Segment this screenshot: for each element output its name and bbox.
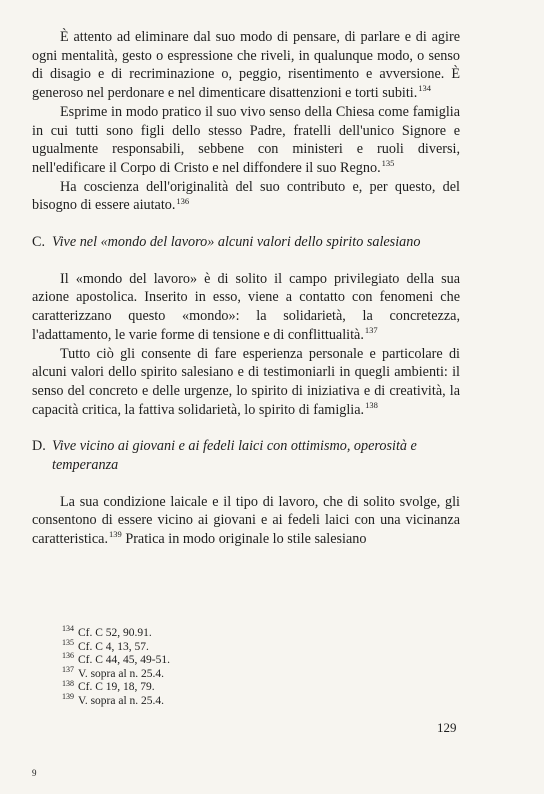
footnote-text: V. sopra al n. 25.4.: [78, 667, 165, 680]
footnote-text: Cf. C 19, 18, 79.: [78, 681, 155, 694]
footnote-ref[interactable]: 137: [364, 325, 378, 336]
footnote: 138 Cf. C 19, 18, 79.: [62, 678, 155, 694]
footnote-ref[interactable]: 135: [381, 158, 395, 169]
footnote: 139 V. sopra al n. 25.4.: [62, 692, 165, 707]
paragraph: Il «mondo del lavoro» è di solito il campo privilegiato della sua azione apostolica. Inserito in esso, viene a contatto con fenomeni che caratterizzano questo «mondo»: la solidarietà, la concretezza, l'adattamento, le varie forme di tensione e di conflittualità.$^{137}$: [32, 270, 460, 343]
footnote-text: V. sopra al n. 25.4.: [78, 694, 165, 707]
footnote: 137 V. sopra al n. 25.4.: [62, 664, 165, 680]
footnote: 135 Cf. C 4, 13, 57.: [62, 637, 149, 653]
section-title: Vive vicino ai giovani e ai fedeli laici con ottimismo, operosità e temperanza: [52, 438, 417, 474]
page-number: 129: [437, 720, 457, 735]
paragraph: È attento ad eliminare dal suo modo di pensare, di parlare e di agire ogni mentalità, gesto o espressione che riveli, in qualunque modo, o senso di disagio e di recriminazione o, peggio, risentimento e avversione. È generoso nel perdonare e nel dimenticare disattenzioni e torti subiti.$^{134}$: [32, 29, 460, 102]
footnote-ref[interactable]: 139: [109, 529, 122, 540]
section-heading-c: [32, 233, 460, 252]
footnote-text: Cf. C 44, 45, 49-51.: [78, 654, 170, 667]
section-letter: C.: [32, 234, 46, 251]
footnotes: [62, 624, 170, 709]
footnote-ref[interactable]: 138: [365, 399, 378, 410]
page-body: [32, 28, 460, 549]
section-heading-d: [32, 437, 460, 474]
paragraph: Tutto ciò gli consente di fare esperienza personale e particolare di alcuni valori dello spirito salesiano e di testimoniarli in quegli ambienti: il senso del concreto e delle urgenze, lo spirito di iniziativa e di creatività, la capacità critica, la fattiva solidarietà, lo spirito di famiglia.$^{138}$: [32, 345, 460, 418]
paragraph: Esprime in modo pratico il suo vivo senso della Chiesa come famiglia in cui tutti sono figli dello stesso Padre, fratelli dell'unico Signore e ugualmente responsabili, sebbene con ministeri e ruoli diversi, nell'edificare il Corpo di Cristo e nel diffondere il suo Regno.$^{135}$: [32, 103, 460, 176]
section-title: Vive nel «mondo del lavoro» alcuni valori dello spirito salesiano: [52, 234, 421, 251]
signature-mark: 9: [32, 768, 37, 778]
footnote-ref[interactable]: 136: [176, 195, 190, 206]
section-letter: D.: [32, 438, 46, 455]
footnote: 134 Cf. C 52, 90.91.: [62, 624, 152, 639]
footnote-ref[interactable]: 134: [418, 83, 432, 94]
paragraph: Ha coscienza dell'originalità del suo contributo e, per questo, del bisogno di essere aiutato.$^{136}$: [32, 178, 460, 214]
footnote-text: Cf. C 52, 90.91.: [78, 627, 152, 639]
footnote-text: Cf. C 4, 13, 57.: [78, 640, 149, 653]
footnote: 136 Cf. C 44, 45, 49-51.: [62, 651, 170, 667]
paragraph: La sua condizione laicale e il tipo di lavoro, che di solito svolge, gli consentono di essere vicino ai giovani e ai fedeli laici con una vicinanza caratteristica.$^{139}$ Pratica in modo originale lo stile salesiano: [32, 493, 460, 548]
